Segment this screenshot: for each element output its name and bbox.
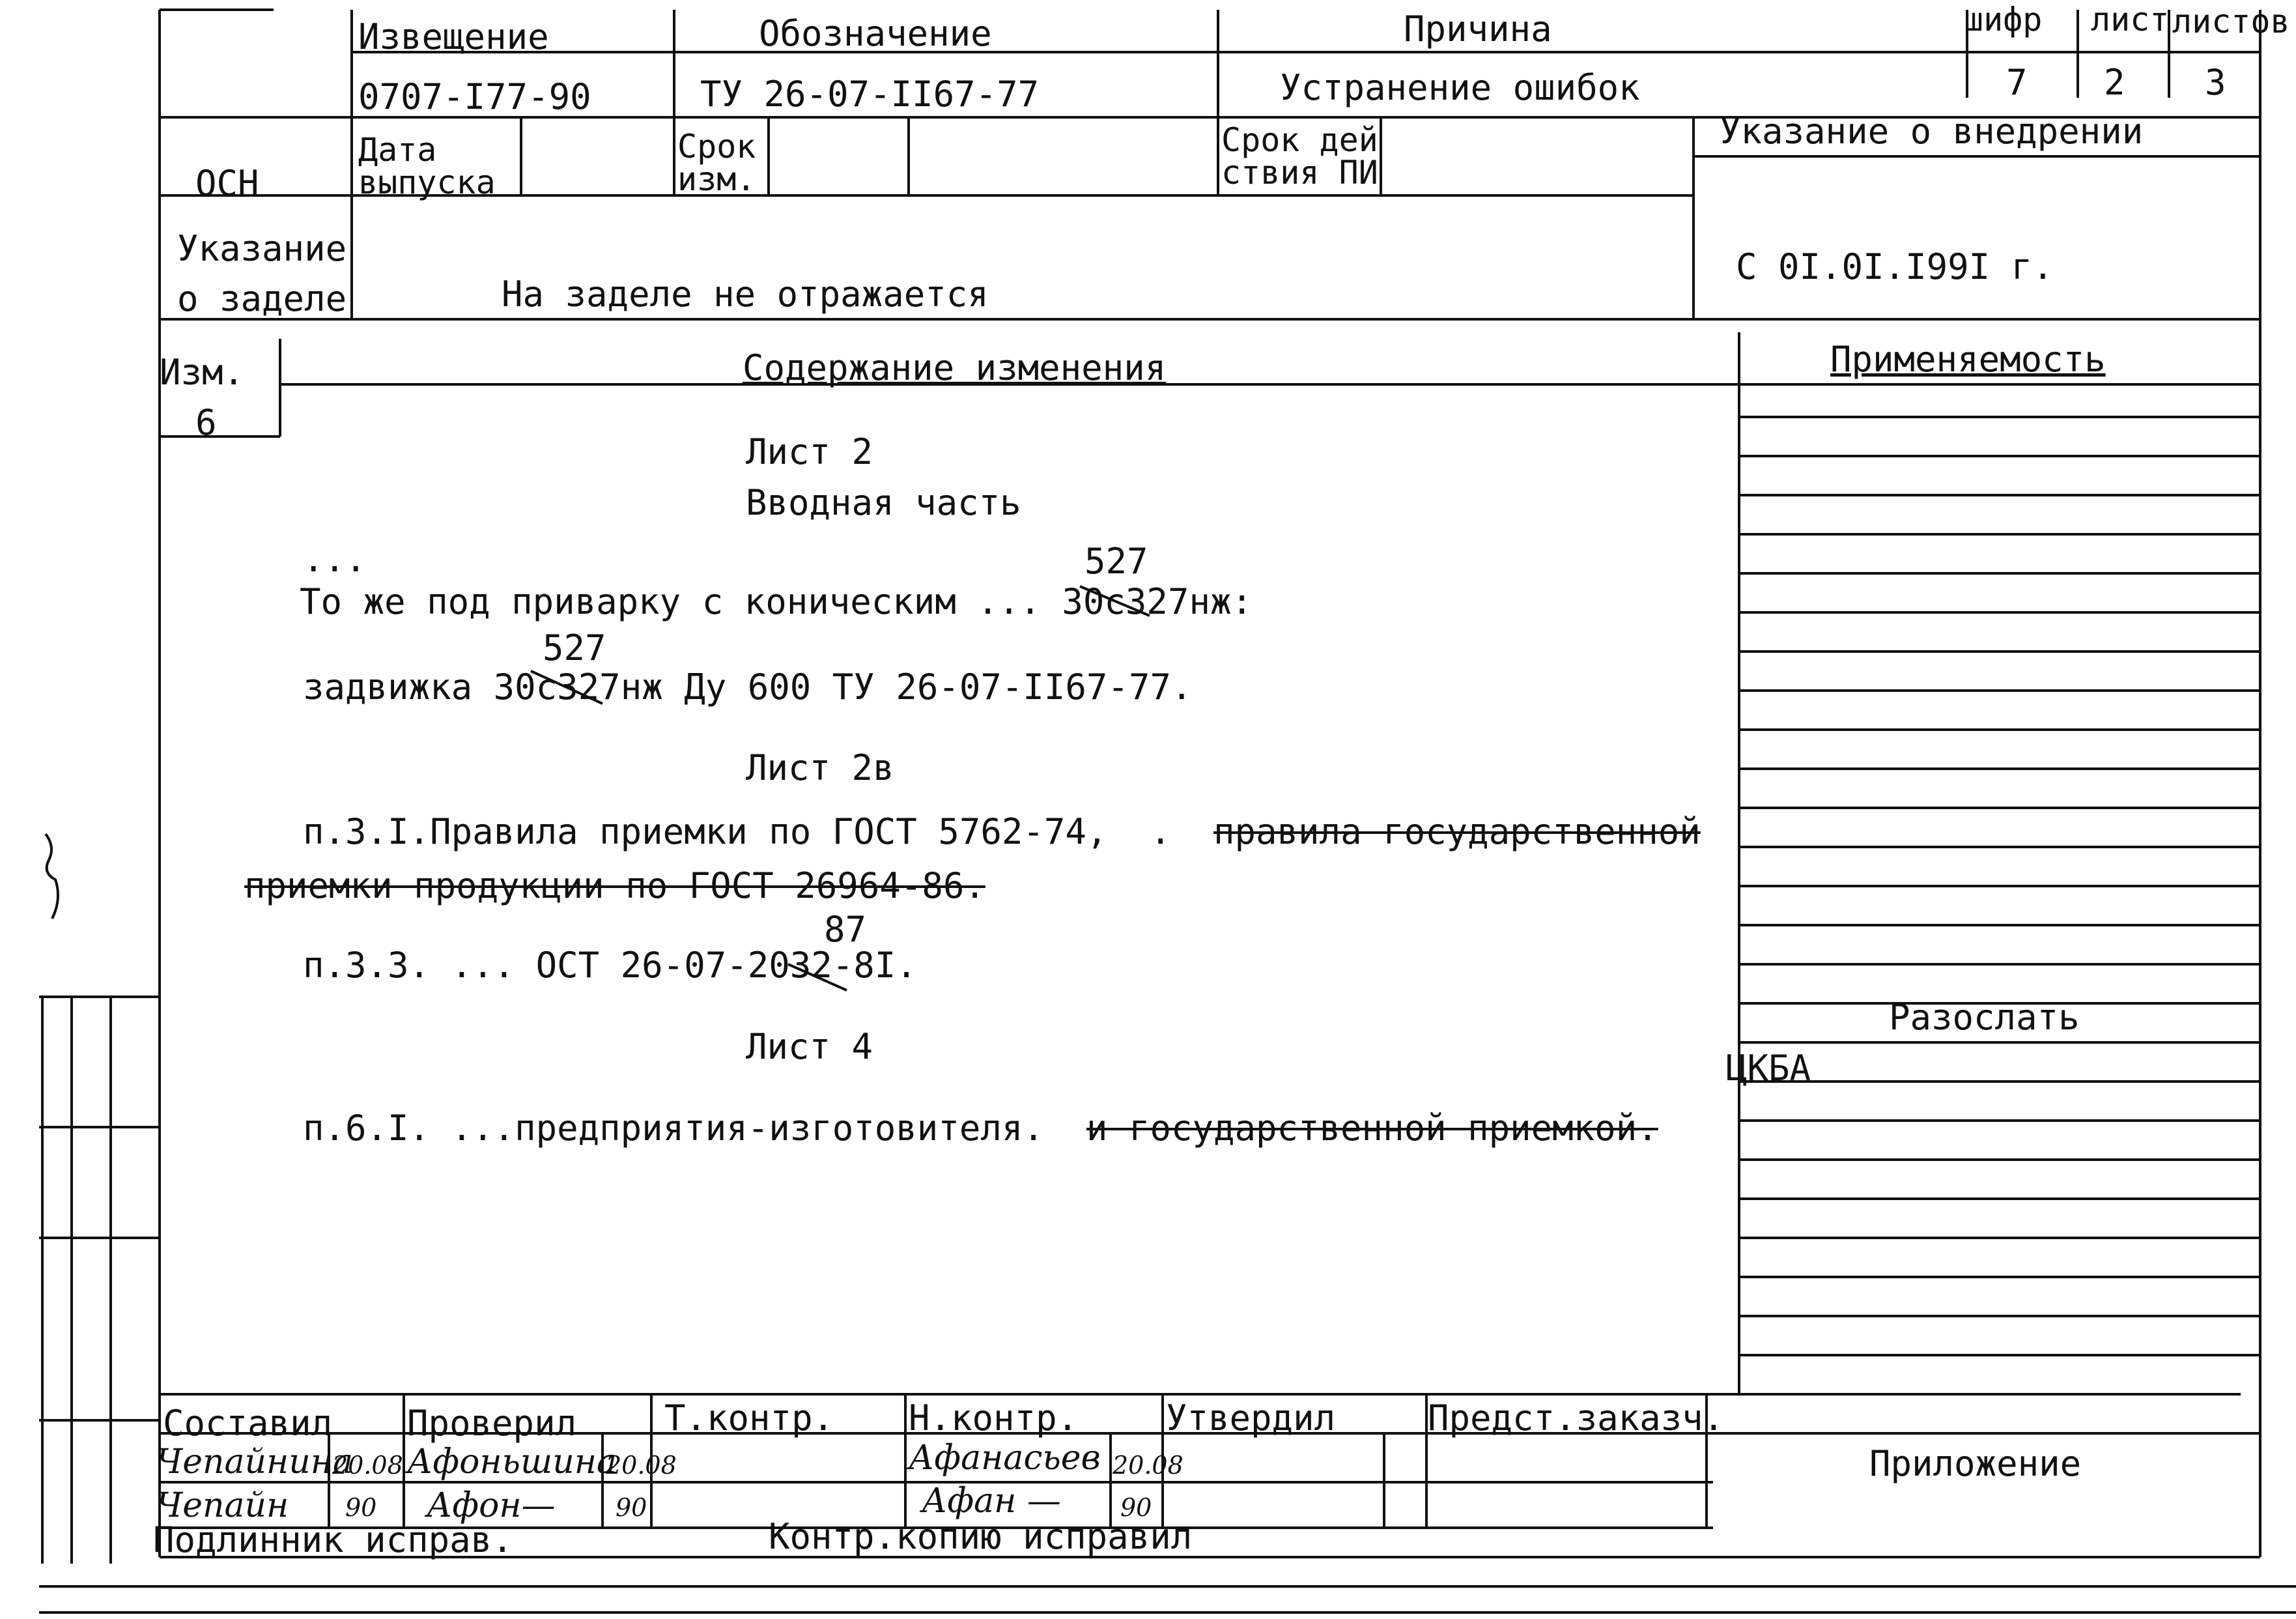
p31-dot: . (1150, 811, 1171, 852)
line2-text: задвижка 30с (303, 666, 558, 708)
n-kontr-date-2: 90 (1120, 1493, 1152, 1522)
data-vypuska-label: Дата (358, 131, 437, 169)
proveril-name: Афоньшина (407, 1442, 617, 1482)
p31-struck-2: приемки продукции по ГОСТ 26964-86. (244, 865, 985, 906)
primenyaemost-label: Применяемость (1830, 339, 2106, 380)
p31-struck-1: правила государственной (1213, 811, 1701, 852)
prichina-label: Причина (1404, 8, 1552, 50)
izveshchenie-value: 0707-I77-90 (358, 76, 591, 117)
line1 (300, 581, 1253, 622)
line1-correction: 527 (1084, 541, 1148, 582)
oboznachenie-label: Обозначение (759, 13, 992, 54)
ellipsis: ... (303, 539, 367, 580)
ukazanie-zadele-value: На заделе не отражается (502, 274, 989, 315)
list-value: 2 (2104, 62, 2125, 103)
proveril-date-2: 90 (616, 1493, 647, 1522)
izveshchenie-label: Извещение (358, 16, 549, 57)
p33-dot: . (896, 945, 917, 986)
p33-text: п.3.3. ... ОСТ 26-07-2032- (303, 945, 854, 986)
listov-value: 3 (2205, 62, 2226, 103)
line2 (303, 666, 1193, 708)
prichina-value: Устранение ошибок (1280, 67, 1640, 108)
izm-value: 6 (195, 402, 217, 443)
ukazanie-vnedrenii-value: С 0I.0I.I99I г. (1736, 246, 2054, 287)
kontr-kopiyu-label: Контр.копию исправил (769, 1516, 1193, 1557)
line1-text: То же под приварку с коническим ... 30с (300, 581, 1126, 622)
p31-text: п.3.I.Правила приемки по ГОСТ 5762-74 (303, 811, 1086, 852)
line1-struck: 327 (1125, 581, 1189, 622)
shifr-value: 7 (2006, 62, 2028, 103)
proveril-date-1: 20.08 (606, 1451, 677, 1480)
list-label: лист (2091, 1, 2170, 38)
data-vypuska-label-2: выпуска (358, 164, 496, 201)
p33-correction: 87 (824, 909, 867, 950)
listov-label: листов (2172, 3, 2290, 40)
p33-line (303, 945, 917, 986)
srok-izm-label: Срок (677, 128, 756, 165)
sostavil-date-2: 90 (345, 1493, 377, 1522)
proveril-label: Проверил (407, 1403, 577, 1444)
sheet4-title: Лист 4 (746, 1026, 873, 1067)
line2-struck: 327 (557, 666, 621, 708)
line2-suffix: нж Ду 600 ТУ 26-07-II67-77. (620, 666, 1193, 708)
utverdil-label: Утвердил (1166, 1397, 1336, 1439)
razoslat-value: ЦКБА (1726, 1048, 1811, 1089)
razoslat-label: Разослать (1889, 997, 2080, 1038)
n-kontr-sign: Афан — (922, 1482, 1061, 1521)
osn-label: ОСН (195, 163, 259, 204)
sostavil-date-1: 20.08 (332, 1451, 403, 1480)
p61-text: п.6.I. ...предприятия-изготовителя. (303, 1108, 1044, 1149)
sostavil-sign: Чепайн (156, 1486, 289, 1525)
t-kontr-label: Т.контр. (664, 1397, 834, 1439)
sostavil-name: Чепайнина (156, 1442, 353, 1482)
p33-struck: 8I (853, 945, 896, 986)
srok-izm-label-2: изм. (677, 160, 756, 198)
oboznachenie-value: ТУ 26-07-II67-77 (700, 74, 1040, 115)
n-kontr-name: Афанасьев (909, 1439, 1101, 1478)
ukazanie-zadele-label: Указание (177, 228, 347, 269)
line1-suffix: нж: (1189, 581, 1253, 622)
ukazanie-vnedrenii-label: Указание о внедрении (1720, 111, 2144, 152)
srok-deystviya-label: Срок дей (1221, 121, 1378, 159)
soderzhanie-label: Содержание изменения (743, 347, 1167, 388)
srok-deystviya-label-2: ствия ПИ (1221, 154, 1378, 192)
p31-mark: , (1086, 811, 1108, 852)
proveril-sign: Афон— (427, 1486, 556, 1525)
sheet2-subtitle: Вводная часть (746, 482, 1021, 523)
shifr-label: шифр (1964, 1, 2043, 38)
p61-line (303, 1108, 1658, 1149)
ukazanie-zadele-label-2: о заделе (177, 278, 347, 319)
sheet2v-title: Лист 2в (746, 747, 894, 788)
prilozhenie-label: Приложение (1869, 1443, 2082, 1484)
p31-line (303, 811, 1701, 852)
podlinnik-label: Подлинник исправ. (153, 1519, 513, 1560)
sostavil-label: Составил (163, 1403, 333, 1444)
n-kontr-label: Н.контр. (909, 1397, 1079, 1439)
izm-label: Изм. (160, 352, 245, 393)
line2-correction: 527 (543, 627, 606, 668)
sheet2-title: Лист 2 (746, 431, 873, 472)
p61-struck: и государственной приемкой. (1086, 1108, 1658, 1149)
n-kontr-date-1: 20.08 (1113, 1451, 1183, 1480)
predst-label: Предст.заказч. (1428, 1397, 1725, 1439)
